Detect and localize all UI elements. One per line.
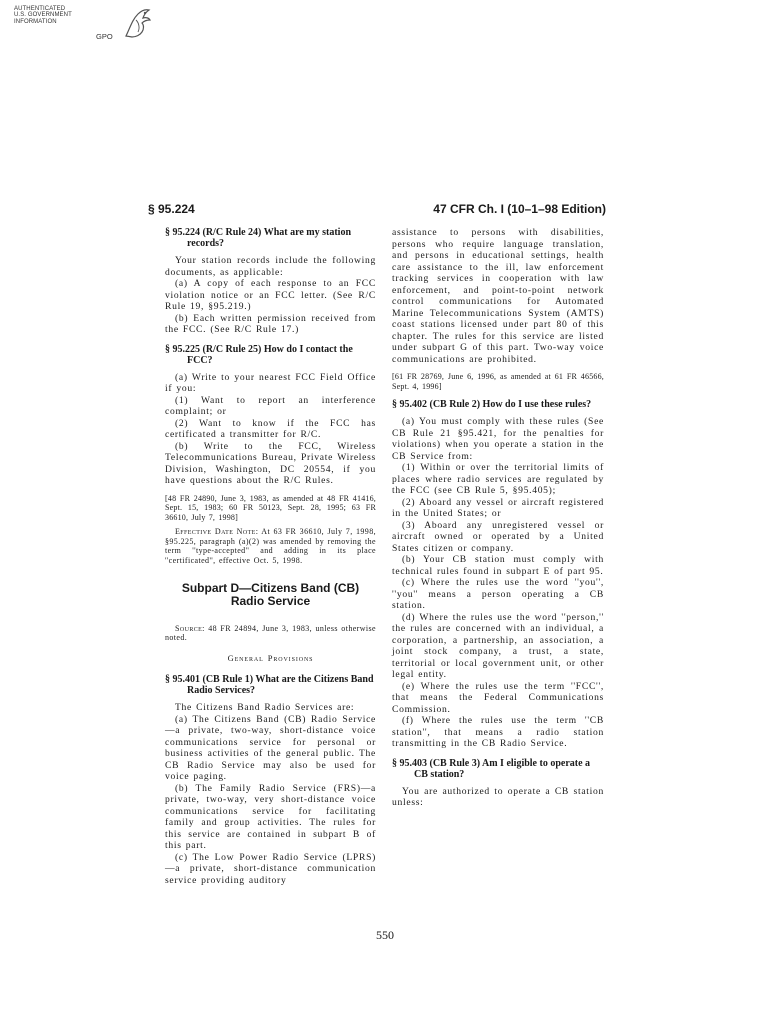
paragraph-continued: assistance to persons with disabilities, persons who require language translation, and persons in educational settings, health care assistance to the ill, law enforcement tracking services in cooperation with law enforcement, and point-to-point network control communications for Automated Marine Telecommunications System (AMTS) coast stations licensed under part 80 of this chapter. The rules for this service are listed under subpart G of this part. Two-way voice communications are prohibited. [392, 227, 604, 365]
logo-line-3: INFORMATION [14, 18, 57, 25]
section-heading-95-401: § 95.401 (CB Rule 1) What are the Citizens Band Radio Services? [165, 674, 374, 697]
source-note [165, 624, 376, 643]
running-head-title: 47 CFR Ch. I (10–1–98 Edition) [433, 202, 606, 216]
citation: [48 FR 24890, June 3, 1983, as amended at 48 FR 41416, Sept. 15, 1983; 60 FR 50123, Sept. 28, 1995; 63 FR 36610, July 7, 1998] [165, 493, 376, 522]
paragraph: (1) Want to report an interference complaint; or [165, 394, 376, 417]
section-heading-95-225: § 95.225 (R/C Rule 25) How do I contact the FCC? [165, 343, 353, 366]
subpart-heading: Subpart D—Citizens Band (CB) Radio Service [181, 580, 360, 608]
page-number: 550 [376, 928, 394, 942]
gpo-authentication-logo [14, 6, 144, 48]
section-heading-95-403: § 95.403 (CB Rule 3) Am I eligible to operate a CB station? [392, 757, 591, 780]
paragraph: (b) Write to the FCC, Wireless Telecommunications Bureau, Private Wireless Division, Washington, DC 20554, if you have questions about the R/C Rules. [165, 440, 376, 486]
section-heading-95-402: § 95.402 (CB Rule 2) How do I use these rules? [392, 399, 592, 411]
logo-text [14, 6, 72, 25]
source-label: Source: [175, 623, 205, 633]
paragraph: Your station records include the following documents, as applicable: [165, 255, 376, 278]
eagle-icon [122, 6, 152, 42]
paragraph: (d) Where the rules use the word ''person,'' the rules are concerned with an individual, a corporation, a partnership, an association, a joint stock company, a trust, a state, territorial or local government unit, or other legal entity. [392, 611, 604, 681]
paragraph: (e) Where the rules use the term ''FCC'', that means the Federal Communications Commission. [392, 680, 604, 715]
logo-gpo: GPO [96, 32, 113, 41]
logo-line-1: AUTHENTICATED [14, 6, 66, 12]
effective-date-note [165, 527, 376, 565]
paragraph: You are authorized to operate a CB station unless: [392, 785, 604, 809]
section-heading-95-224: § 95.224 (R/C Rule 24) What are my station records? [165, 227, 352, 249]
paragraph: (3) Aboard any unregistered vessel or aircraft owned or operated by a United States citizen or company. [392, 519, 604, 554]
note-label: Effective Date Note: [175, 527, 259, 537]
paragraph: (a) You must comply with these rules (See CB Rule 21 §95.421, for the penalties for violations) when you operate a station in the CB Service from: [392, 416, 604, 462]
left-column [165, 227, 376, 886]
paragraph: (2) Want to know if the FCC has certificated a transmitter for R/C. [165, 417, 376, 440]
general-provisions-heading: General Provisions [227, 652, 314, 663]
note-text: At 63 FR 36610, July 7, 1998, §95.225, paragraph (a)(2) was amended by removing the term ''type-accepted'' and adding in its place ''certificated'', effective Oct. 5, 1998. [165, 527, 377, 566]
source-text: 48 FR 24894, June 3, 1983, unless otherwise noted. [165, 623, 376, 643]
paragraph: (2) Aboard any vessel or aircraft registered in the United States; or [392, 496, 604, 520]
paragraph: (c) The Low Power Radio Service (LPRS)—a private, short-distance communication service providing auditory [165, 851, 376, 886]
running-head [148, 202, 606, 218]
paragraph: (c) Where the rules use the word ''you'', ''you'' means a person operating a CB station. [392, 577, 604, 612]
paragraph: (b) Each written permission received from the FCC. (See R/C Rule 17.) [165, 312, 376, 335]
paragraph: (b) The Family Radio Service (FRS)—a private, two-way, very short-distance voice communications service for facilitating family and group activities. The rules for this service are contained in subpart B of this part. [165, 782, 376, 852]
logo-line-2: U.S. GOVERNMENT [14, 12, 72, 19]
paragraph: (a) A copy of each response to an FCC violation notice or an FCC letter. (See R/C Rule 19, §95.219.) [165, 278, 376, 312]
paragraph: (f) Where the rules use the term ''CB station'', that means a radio station transmitting in the CB Radio Service. [392, 715, 604, 750]
paragraph: (a) The Citizens Band (CB) Radio Service—a private, two-way, short-distance voice communications service for personal or business activities of the general public. The CB Radio Service may also be used for voice paging. [165, 713, 376, 783]
citation: [61 FR 28769, June 6, 1996, as amended at 61 FR 46566, Sept. 4, 1996] [392, 372, 604, 391]
paragraph: (a) Write to your nearest FCC Field Office if you: [165, 371, 376, 394]
paragraph: (b) Your CB station must comply with technical rules found in subpart E of part 95. [392, 554, 604, 577]
running-head-section: § 95.224 [148, 202, 195, 216]
paragraph: (1) Within or over the territorial limits of places where radio services are regulated by the FCC (see CB Rule 5, §95.405); [392, 462, 604, 497]
right-column [392, 227, 604, 809]
paragraph: The Citizens Band Radio Services are: [175, 702, 355, 714]
